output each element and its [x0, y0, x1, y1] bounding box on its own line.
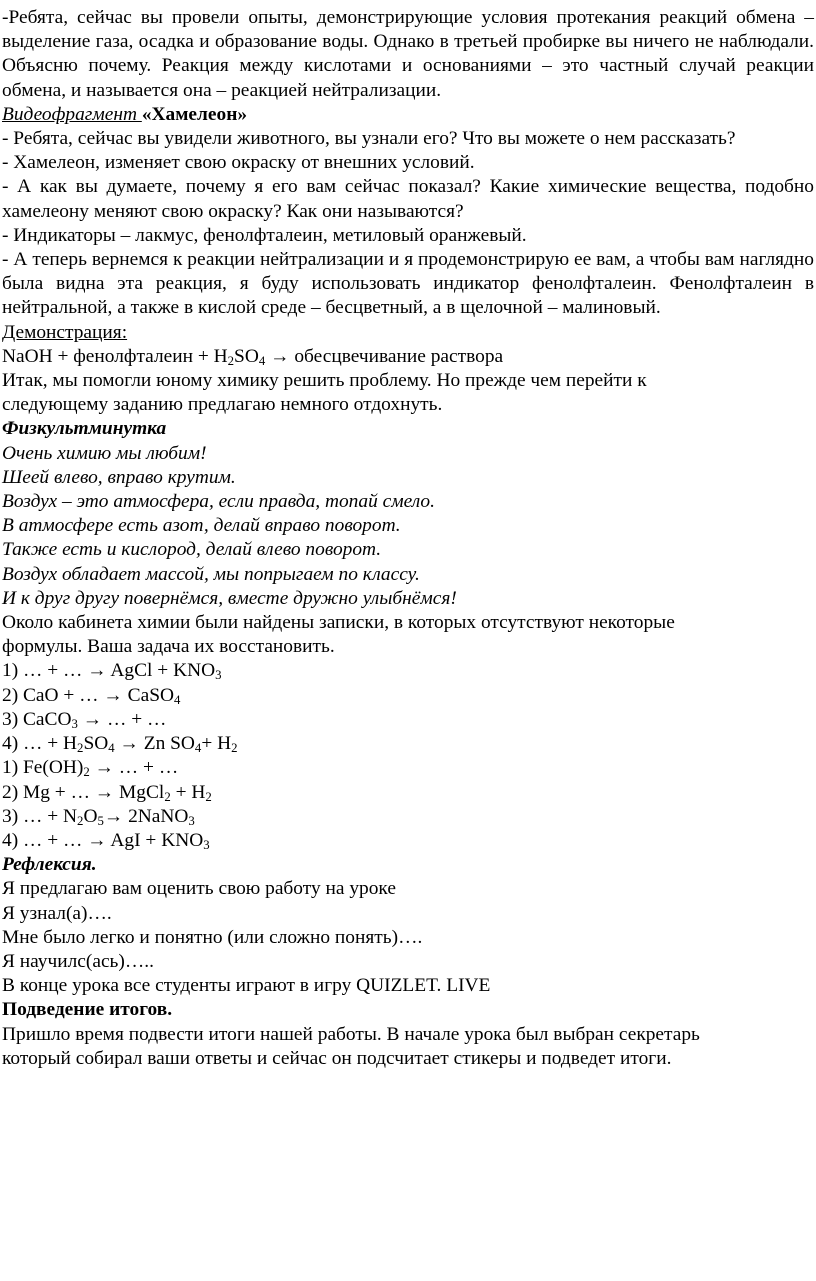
reflection-title: Рефлексия.: [2, 854, 97, 876]
equation-subscript: 5: [97, 813, 104, 828]
transition-line: Итак, мы помогли юному химику решить проблему. Но прежде чем перейти к: [2, 370, 647, 392]
reflection-line: В конце урока все студенты играют в игру QUIZLET. LIVE: [2, 975, 491, 997]
task-equation: [2, 708, 816, 732]
task-equation: [2, 684, 816, 708]
equation-part: + H: [170, 781, 206, 803]
demo-label: Демонстрация:: [2, 321, 128, 343]
reflection-line: Я научилс(ась)…..: [2, 950, 154, 972]
equation-subscript: 4: [194, 741, 202, 756]
equation-subscript: 3: [203, 838, 210, 853]
reflection-line: Я предлагаю вам оценить свою работу на уроке: [2, 878, 396, 900]
equation-subscript: 3: [188, 813, 195, 828]
fizminutka-title: Физкультминутка: [2, 418, 167, 440]
task-equation: [2, 781, 816, 805]
task-line: формулы. Ваша задача их восстановить.: [2, 636, 335, 658]
video-heading: [2, 103, 816, 127]
reflection-line: Мне было легко и понятно (или сложно понять)….: [2, 926, 423, 948]
equation-part: 4) … + H: [2, 733, 78, 755]
poem-line: Очень химию мы любим!: [2, 442, 207, 464]
poem-line: Воздух – это атмосфера, если правда, топай смело.: [2, 491, 435, 513]
equation-subscript: 2: [77, 813, 84, 828]
task-line: Около кабинета химии были найдены записки, в которых отсутствуют некоторые: [2, 612, 675, 634]
dialog-line: - Хамелеон, изменяет свою окраску от внешних условий.: [2, 152, 475, 174]
equation-part: SO: [234, 345, 259, 367]
reflection-line: Я узнал(а)….: [2, 902, 112, 924]
equation-part: → 2NaNO: [103, 805, 189, 827]
poem-line: В атмосфере есть азот, делай вправо поворот.: [2, 515, 401, 537]
poem-line: И к друг другу повернёмся, вместе дружно улыбнёмся!: [2, 587, 457, 609]
equation-part: 4) … + … → AgI + KNO: [2, 829, 204, 851]
equation-subscript: 2: [83, 765, 90, 780]
equation-part: → … + …: [77, 708, 167, 730]
demo-equation: [2, 345, 816, 369]
equation-subscript: 2: [205, 789, 212, 804]
equation-part: 1) … + … → AgCl + KNO: [2, 660, 216, 682]
summary-line: Пришло время подвести итоги нашей работы. В начале урока был выбран секретарь: [2, 1023, 700, 1045]
equation-subscript: 2: [77, 741, 84, 756]
task-equation: [2, 829, 816, 853]
dialog-paragraph: - А теперь вернемся к реакции нейтрализации и я продемонстрирую ее вам, а чтобы вам наглядно была видна эта реакция, я буду использовать индикатор фенолфталеин. Фенолфталеин в нейтральной, а также в кислой среде – бесцветный, а в щелочной – малиновый.: [2, 249, 814, 319]
equation-part: SO: [83, 733, 109, 755]
poem-line: Также есть и кислород, делай влево поворот.: [2, 539, 382, 561]
equation-part: → Zn SO: [114, 733, 195, 755]
poem-line: Воздух обладает массой, мы попрыгаем по классу.: [2, 563, 420, 585]
dialog-paragraph: - А как вы думаете, почему я его вам сейчас показал? Какие химические вещества, подобно хамелеону меняют свою окраску? Как они называются?: [2, 176, 814, 222]
equation-part: 3) CaCO: [2, 708, 72, 730]
task-equation: [2, 732, 816, 756]
equation-subscript: 4: [173, 692, 181, 707]
equation-part: NaOH + фенолфталеин + H: [2, 345, 228, 367]
dialog-line: - Индикаторы – лакмус, фенолфталеин, метиловый оранжевый.: [2, 224, 527, 246]
equation-subscript: 2: [231, 741, 238, 756]
equation-subscript: 4: [258, 354, 266, 369]
equation-subscript: 3: [215, 668, 222, 683]
poem-line: Шеей влево, вправо крутим.: [2, 466, 236, 488]
equation-subscript: 2: [164, 789, 171, 804]
equation-part: → обесцвечивание раствора: [265, 345, 504, 367]
equation-part: O: [83, 805, 98, 827]
task-equation: [2, 659, 816, 683]
task-equation: [2, 756, 816, 780]
equation-subscript: 2: [227, 354, 235, 369]
task-equation: [2, 805, 816, 829]
equation-part: + H: [201, 733, 232, 755]
video-label: Видеофрагмент: [2, 103, 142, 125]
equation-part: 1) Fe(OH): [2, 757, 84, 779]
equation-part: 2) Mg + … → MgCl: [2, 781, 165, 803]
transition-line: следующему заданию предлагаю немного отдохнуть.: [2, 394, 443, 416]
equation-subscript: 4: [108, 741, 115, 756]
summary-title: Подведение итогов.: [2, 999, 173, 1021]
equation-part: → … + …: [89, 757, 179, 779]
intro-paragraph: -Ребята, сейчас вы провели опыты, демонстрирующие условия протекания реакций обмена – выделение газа, осадка и образование воды. Однако в третьей пробирке вы ничего не наблюдали. Объясню почему. Реакция между кислотами и основаниями – это частный случай реакции обмена, и называется она – реакцией нейтрализации.: [2, 7, 814, 101]
equation-part: 2) CaO + … → CaSO: [2, 684, 174, 706]
summary-line: который собирал ваши ответы и сейчас он подсчитает стикеры и подведет итоги.: [2, 1047, 672, 1069]
equation-part: 3) … + N: [2, 805, 78, 827]
video-title: «Хамелеон»: [141, 103, 248, 125]
dialog-line: - Ребята, сейчас вы увидели животного, вы узнали его? Что вы можете о нем рассказать?: [2, 128, 736, 150]
equation-subscript: 3: [71, 717, 78, 732]
